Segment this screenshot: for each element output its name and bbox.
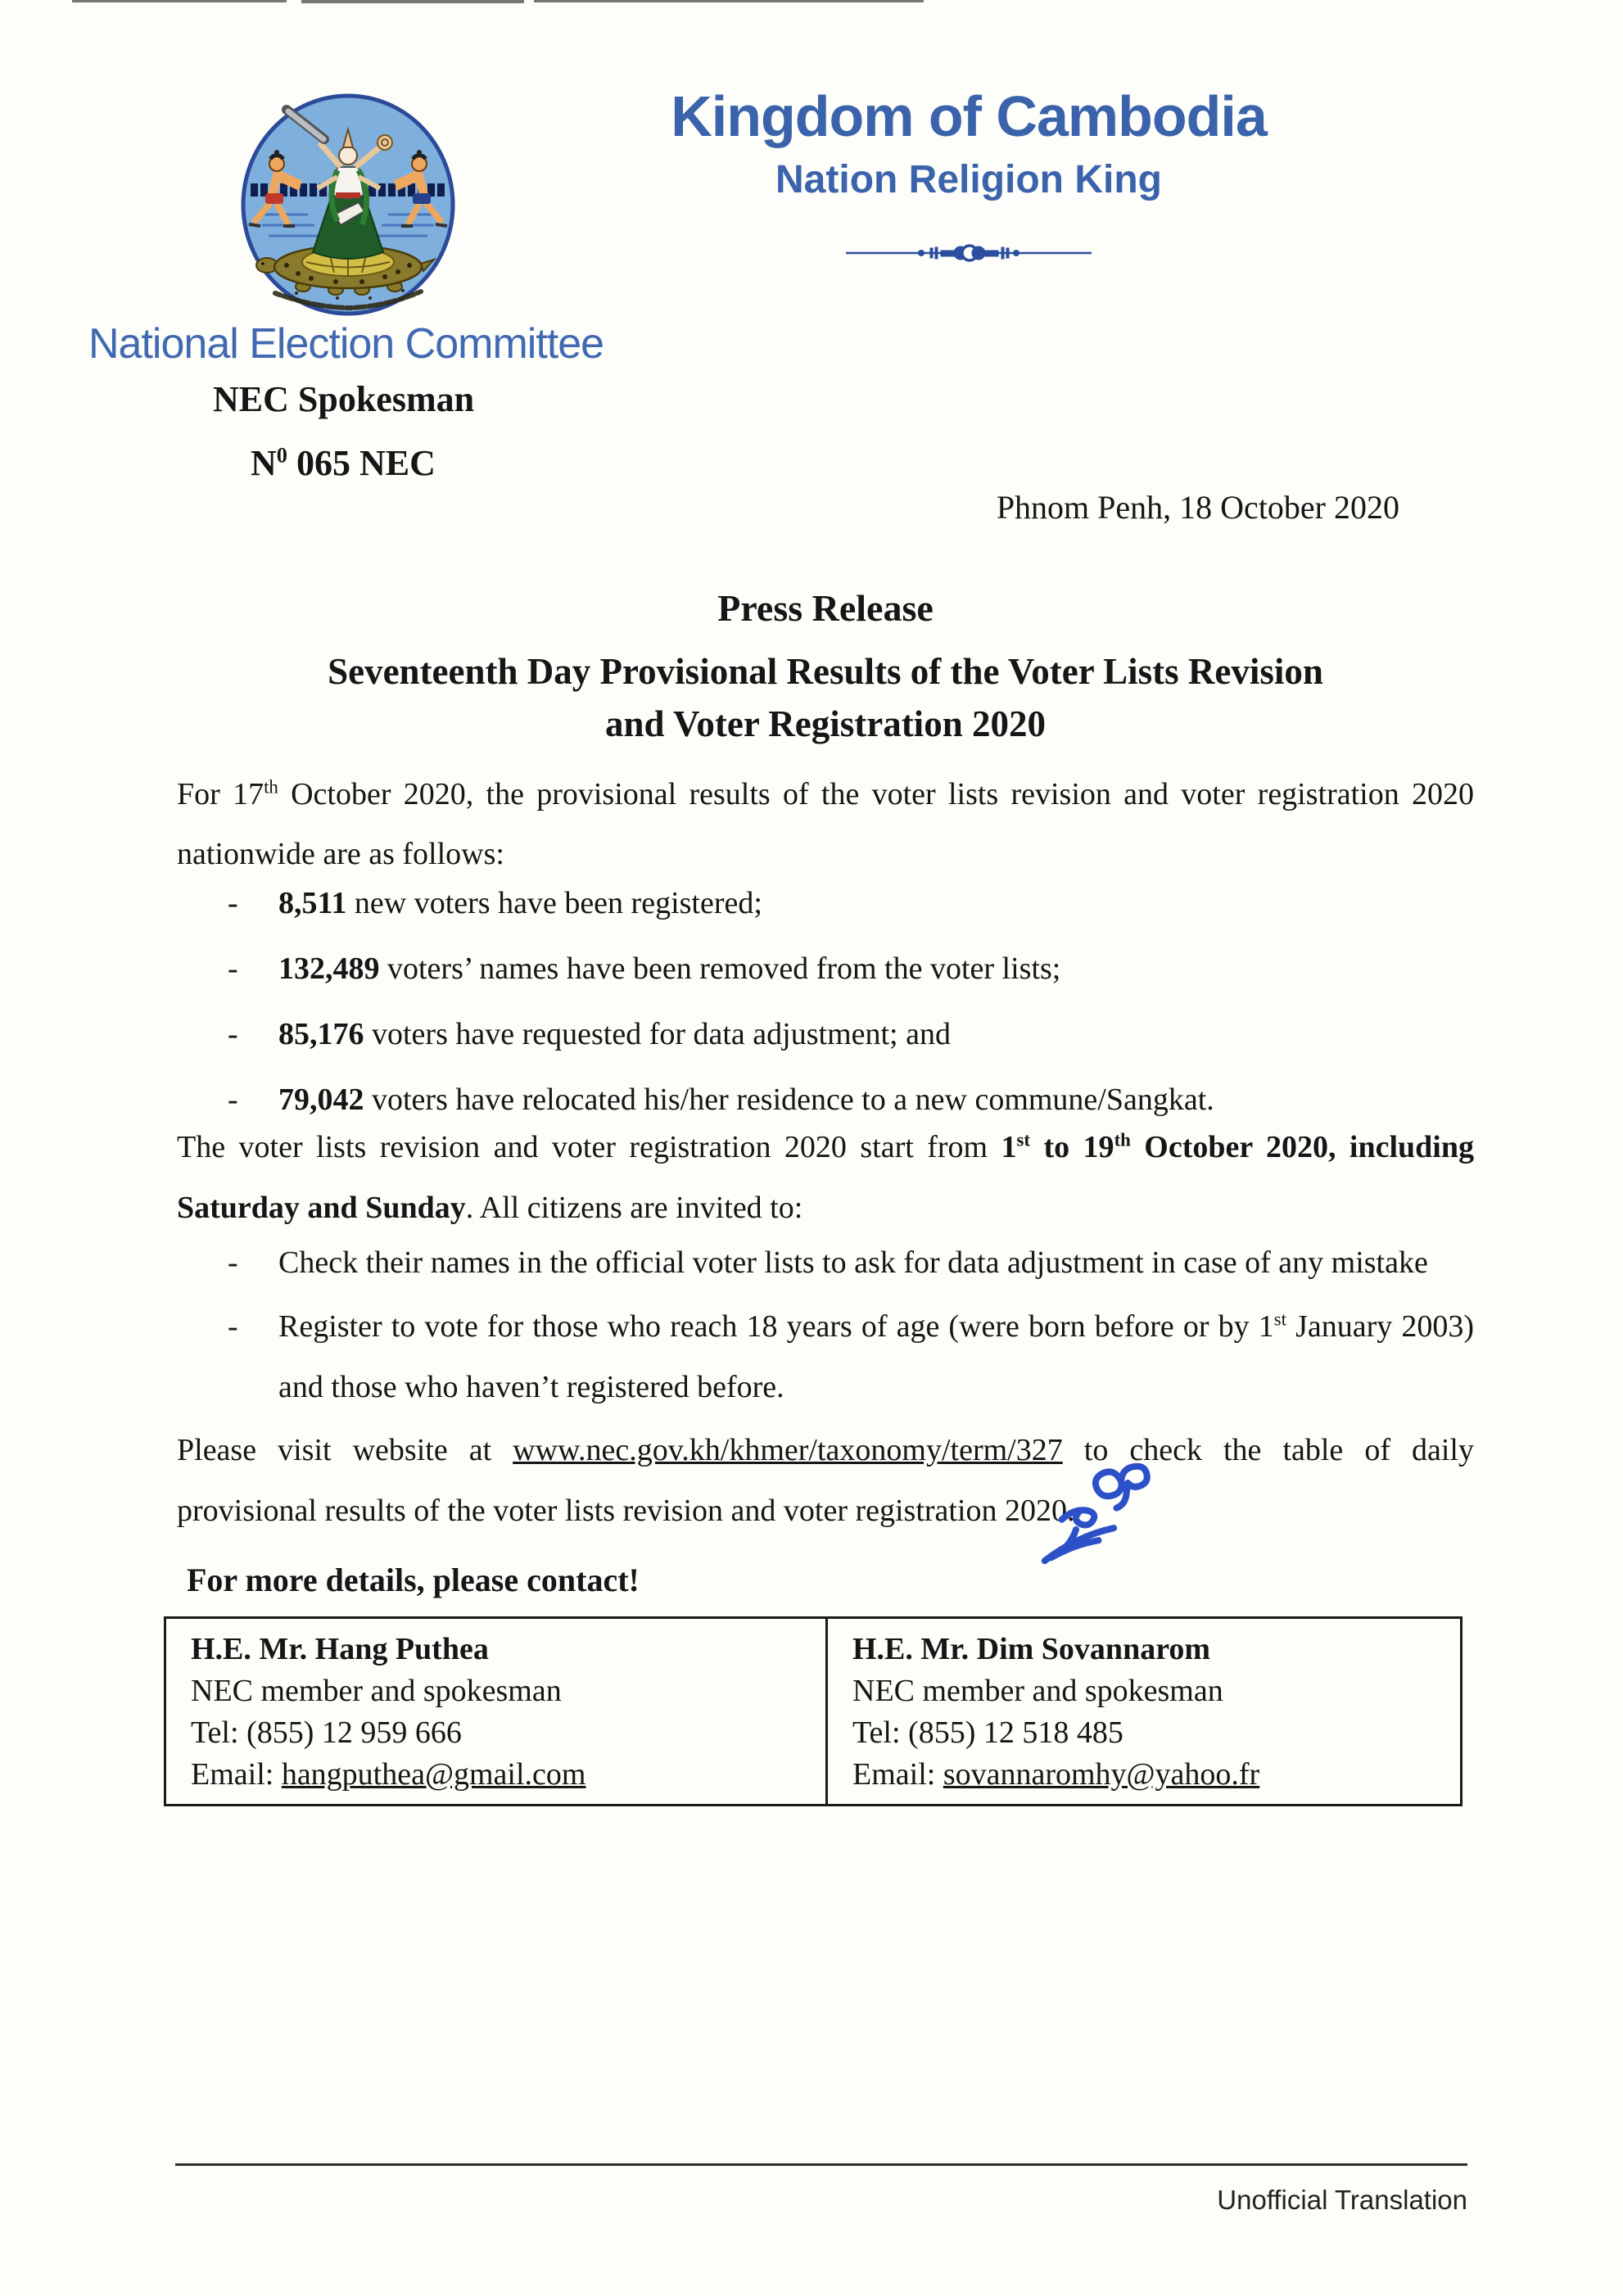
contact-table — [164, 1616, 1463, 1806]
website-paragraph-line2: provisional results of the voter lists revision and voter registration 2020. — [177, 1494, 1075, 1528]
result-adjusted: 85,176 voters have requested for data adjustment; and — [278, 1017, 951, 1051]
intro-paragraph-line2: nationwide are as follows: — [177, 837, 504, 871]
scan-artifact — [72, 0, 287, 2]
kingdom-title: Kingdom of Cambodia — [671, 84, 1267, 148]
results-list — [177, 874, 1474, 1136]
list-item — [177, 1296, 1474, 1417]
result-removed: 132,489 voters’ names have been removed from the voter lists; — [278, 951, 1061, 986]
contact-tel: Tel: (855) 12 518 485 — [852, 1715, 1123, 1750]
website-link[interactable]: www.nec.gov.kh/khmer/taxonomy/term/327 — [513, 1433, 1063, 1467]
footer-divider — [175, 2163, 1467, 2166]
scan-artifact — [301, 0, 524, 3]
list-item — [177, 874, 1474, 933]
contact-card — [828, 1619, 1460, 1804]
invite-register-line2: and those who haven’t registered before. — [278, 1370, 784, 1404]
schedule-paragraph-line2: Saturday and Sunday. All citizens are invited to: — [177, 1191, 803, 1225]
disc-icon — [377, 135, 392, 150]
dash-bullet-icon: - — [228, 1082, 238, 1117]
document-title-line1: Seventeenth Day Provisional Results of the Voter Lists Revision — [328, 651, 1323, 692]
nec-emblem-logo — [239, 92, 457, 318]
schedule-paragraph-line1: The voter lists revision and voter registration 2020 start from 1st to 19th October 2020, including — [177, 1129, 1475, 1164]
contact-email: Email: sovannaromhy@yahoo.fr — [852, 1757, 1260, 1792]
spokesman-line: NEC Spokesman — [213, 379, 475, 419]
document-title-line2: and Voter Registration 2020 — [605, 703, 1046, 744]
signature-scribble — [1029, 1451, 1184, 1574]
intro-paragraph-line1: For 17th October 2020, the provisional results of the voter lists revision and voter registration 2020 — [177, 776, 1474, 811]
dash-bullet-icon: - — [228, 1309, 238, 1344]
reference-number: $N^0$ 065 NEC — [251, 442, 436, 483]
contact-role: NEC member and spokesman — [852, 1674, 1223, 1708]
dash-bullet-icon: - — [228, 1245, 238, 1280]
website-paragraph-line1: Please visit website at www.nec.gov.kh/khmer/taxonomy/term/327 to check the table of daily — [177, 1433, 1474, 1467]
contact-email: Email: hangputhea@gmail.com — [191, 1757, 586, 1792]
footer-note: Unofficial Translation — [1217, 2185, 1467, 2215]
motto-line: Nation Religion King — [775, 158, 1162, 201]
dash-bullet-icon: - — [228, 951, 238, 986]
list-item — [177, 939, 1474, 998]
contact-role: NEC member and spokesman — [191, 1674, 562, 1708]
result-relocated: 79,042 voters have relocated his/her residence to a new commune/Sangkat. — [278, 1082, 1214, 1117]
place-and-date: Phnom Penh, 18 October 2020 — [996, 489, 1399, 526]
committee-name: National Election Committee — [88, 320, 604, 368]
contact-name: H.E. Mr. Dim Sovannarom — [852, 1632, 1211, 1666]
invitation-list — [177, 1232, 1474, 1417]
press-release-heading: Press Release — [717, 587, 934, 629]
dash-bullet-icon: - — [228, 1017, 238, 1051]
list-item — [177, 1232, 1474, 1293]
invite-register-line1: Register to vote for those who reach 18 years of age (were born before or by 1st January 2003) — [278, 1308, 1474, 1344]
email-link[interactable]: sovannaromhy@yahoo.fr — [943, 1757, 1260, 1792]
email-link[interactable]: hangputhea@gmail.com — [281, 1757, 586, 1792]
list-item — [177, 1005, 1474, 1064]
contact-heading: For more details, please contact! — [187, 1562, 640, 1598]
scan-artifact — [534, 0, 924, 2]
contact-name: H.E. Mr. Hang Puthea — [191, 1632, 489, 1666]
invite-check-names: Check their names in the official voter lists to ask for data adjustment in case of any mistake — [278, 1245, 1428, 1280]
dash-bullet-icon: - — [228, 886, 238, 920]
contact-tel: Tel: (855) 12 959 666 — [191, 1715, 462, 1750]
contact-card — [166, 1619, 828, 1804]
document-title — [177, 645, 1474, 750]
result-registered: 8,511 new voters have been registered; — [278, 886, 762, 920]
ornament-divider — [846, 239, 1092, 267]
